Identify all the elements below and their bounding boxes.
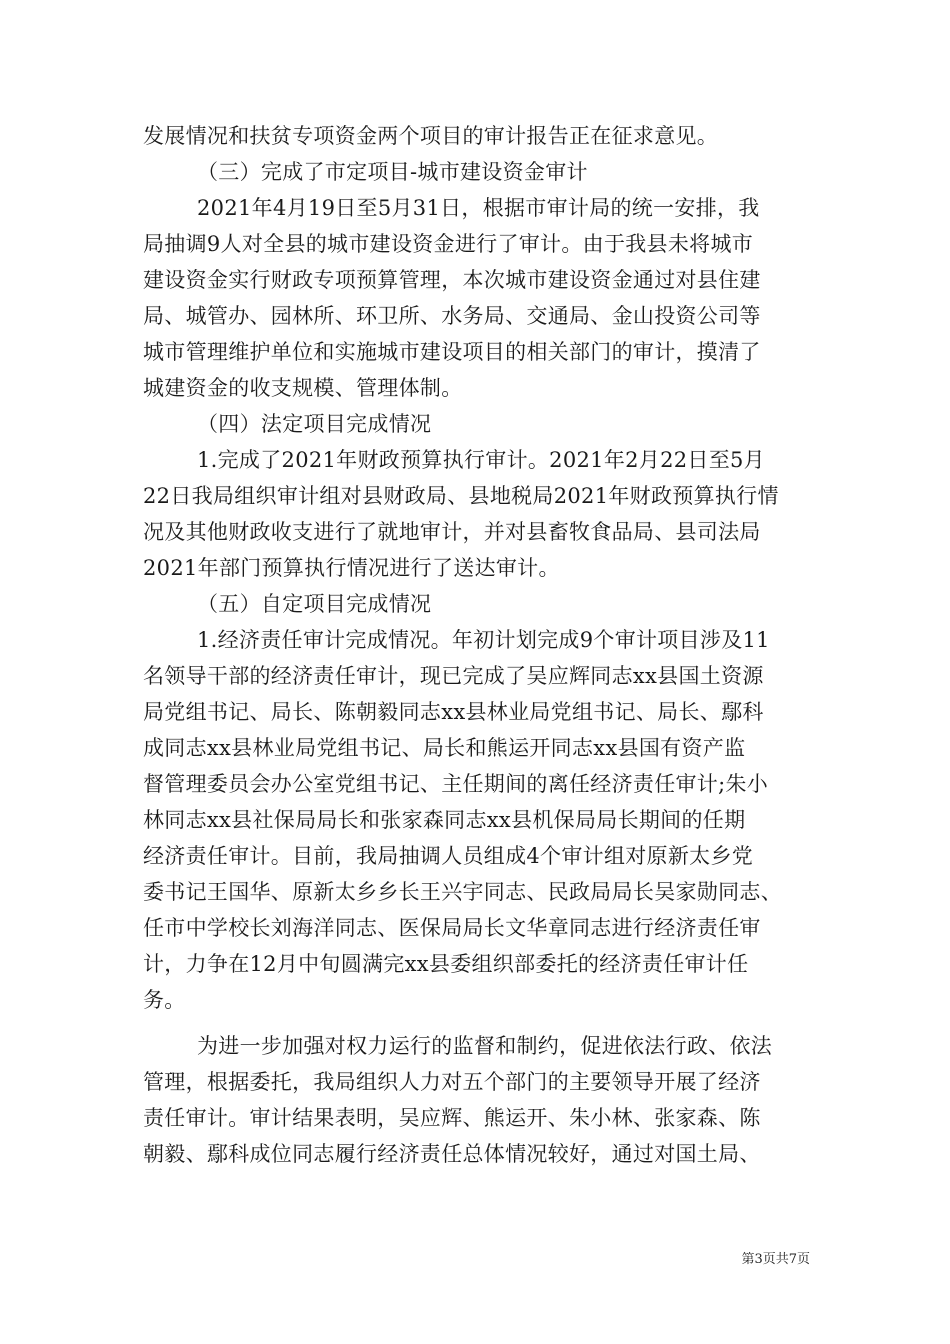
paragraph-line: 况及其他财政收支进行了就地审计，并对县畜牧食品局、县司法局 [143,520,761,544]
paragraph-line: 局、城管办、园林所、环卫所、水务局、交通局、金山投资公司等 [143,304,761,328]
paragraph-line: 责任审计。审计结果表明，吴应辉、熊运开、朱小林、张家森、陈 [143,1106,761,1130]
paragraph-line: 1.经济责任审计完成情况。年初计划完成9个审计项目涉及11 [197,628,770,652]
paragraph-line: 管理，根据委托，我局组织人力对五个部门的主要领导开展了经济 [143,1070,761,1094]
section-heading-3: （三）完成了市定项目-城市建设资金审计 [197,160,588,184]
paragraph-line: 任市中学校长刘海洋同志、医保局局长文华章同志进行经济责任审 [143,916,761,940]
paragraph-line: 22日我局组织审计组对县财政局、县地税局2021年财政预算执行情 [143,484,779,508]
paragraph-line: 督管理委员会办公室党组书记、主任期间的离任经济责任审计;朱小 [143,772,769,796]
paragraph-line: 计，力争在12月中旬圆满完xx县委组织部委托的经济责任审计任 [143,952,749,976]
paragraph-line: 1.完成了2021年财政预算执行审计。2021年2月22日至5月 [197,448,765,472]
paragraph-line: 朝毅、鄢科成位同志履行经济责任总体情况较好，通过对国土局、 [143,1142,761,1166]
paragraph-line: 经济责任审计。目前，我局抽调人员组成4个审计组对原新太乡党 [143,844,754,868]
paragraph-line: 局抽调9人对全县的城市建设资金进行了审计。由于我县未将城市 [143,232,754,256]
paragraph-line: 林同志xx县社保局局长和张家森同志xx县机保局局长期间的任期 [143,808,746,832]
paragraph-gap [143,1018,811,1028]
paragraph-line: 发展情况和扶贫专项资金两个项目的审计报告正在征求意见。 [143,124,719,148]
paragraph-line: 为进一步加强对权力运行的监督和制约，促进依法行政、依法 [197,1034,773,1058]
section-heading-4: （四）法定项目完成情况 [197,412,432,436]
paragraph-line: 2021年4月19日至5月31日，根据市审计局的统一安排，我 [197,196,760,220]
section-heading-5: （五）自定项目完成情况 [197,592,432,616]
paragraph-line: 2021年部门预算执行情况进行了送达审计。 [143,556,560,580]
paragraph-line: 城建资金的收支规模、管理体制。 [143,376,463,400]
page-number: 第3页共7页 [741,1252,810,1267]
paragraph-line: 务。 [143,988,186,1012]
paragraph-line: 局党组书记、局长、陈朝毅同志xx县林业局党组书记、局长、鄢科 [143,700,764,724]
paragraph-line: 委书记王国华、原新太乡乡长王兴宇同志、民政局局长吴家勋同志、 [143,880,782,904]
paragraph-line: 建设资金实行财政专项预算管理，本次城市建设资金通过对县住建 [143,268,761,292]
paragraph-line: 名领导干部的经济责任审计，现已完成了吴应辉同志xx县国土资源 [143,664,764,688]
paragraph-line: 城市管理维护单位和实施城市建设项目的相关部门的审计，摸清了 [143,340,761,364]
paragraph-line: 成同志xx县林业局党组书记、局长和熊运开同志xx县国有资产监 [143,736,746,760]
document-body [143,118,811,1172]
